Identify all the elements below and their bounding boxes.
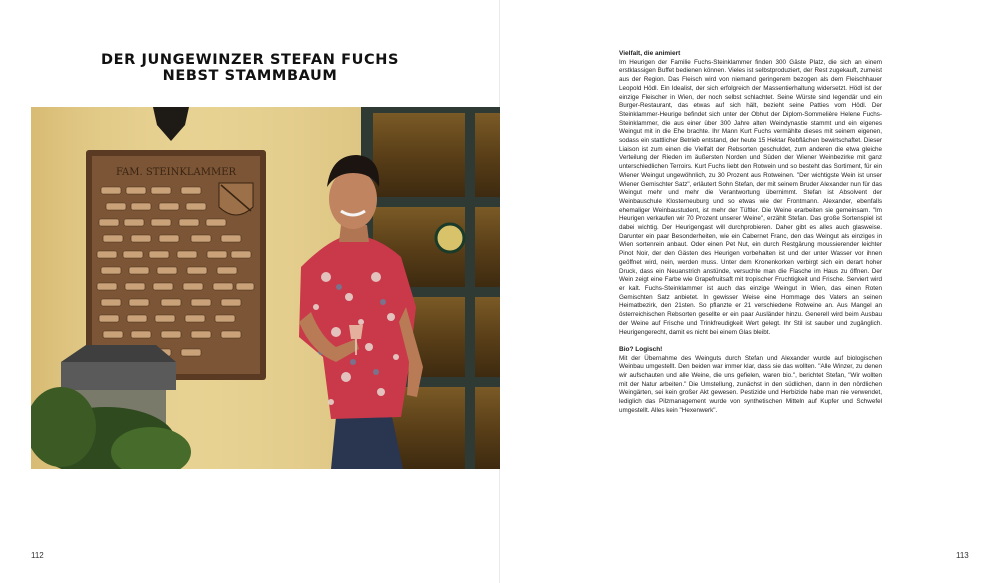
section-heading-bio: Bio? Logisch! [619, 345, 663, 353]
plaque-heading: FAM. STEINKLAMMER [115, 167, 237, 178]
page-title [80, 52, 420, 84]
article-text-column [619, 50, 882, 416]
page-number-right: 113 [956, 551, 969, 560]
title-line-1: DER JUNGEWINZER STEFAN FUCHS [100, 52, 399, 68]
section-body-vielfalt: Im Heurigen der Familie Fuchs-Steinklammer finden 300 Gäste Platz, die sich an einem erstklassigen Buffet bedienen können. Vieles ist selbstproduziert, der Rest zugekauft, zumeist aus der Region. Das Fleisch wird von niemand geringerem bezogen als dem Fleischhauer Leopold Hödl. Ein Idealist, der sich erfolgreich der Massentierhaltung widersetzt. Hödl ist der einzige Fleischer in Wien, der noch selbst schlachtet. Seine Würste sind legendär und ein Burger-Restaurant, das etwas auf sich hält, bezieht seine Patties vom Hödl. Der Steinklammer-Heurige befindet sich unter der Obhut der Diplom-Sommelière Helene Fuchs-Steinklammer, die aus einer über 300 Jahre alten Weindynastie stammt und ein eigenes Weingut mit in die Ehe brachte. Ihr Mann Kurt Fuchs vermählte dieses mit seinem eigenen, sodass ein stattlicher Betrieb entstand, der heute 15 Hektar Rebflächen bewirtschaftet. Dieser Liaison ist zum einen die Vielfalt der Rebsorten geschuldet, zum anderen die etwa gleiche Verteilung der Rieden im äußersten Norden und Süden der Wiener Weinbezirke mit ganz unterschiedlichen Terroirs. Kurt Fuchs liebt den Rotwein und so besteht das Sortiment, für ein Wiener Weingut ungewöhnlich, zu 30 Prozent aus Rotweinen. "Der wichtigste Wein ist unser Wiener Gemischter Satz", erläutert Sohn Stefan, der mit seinem Bruder Alexander nun für das Weingut mehr und mehr die Verantwortung übernimmt. Stefan ist Absolvent der Weinbauschule Klosterneuburg und so etwas wie der Frontmann. Alexander, ebenfalls ehemaliger Weinbaustudent, ist mehr der Tüftler. Die Weine erarbeiten sie gemeinsam. "Im Heurigen verkaufen wir 70 Prozent unserer Weine", erzählt Stefan. Das große Sortenspiel ist dabei wichtig. Der Heurigengast will durchprobieren. Daher gibt es alles auch glasweise. Darunter ein paar Besonderheiten, wie ein Cabernet Franc, den das Weingut als einziges in Wien sortenrein anbaut. Oder einen Pet Nut, ein durch Restgärung moussierender leichter Pinot Noir, der den Gästen des Heurigen vorbehalten ist und der unter Wasser vor ihnen geöffnet wird, nein, werden muss. Unter dem Kronenkorken verbirgt sich ein derart hoher Druck, dass ein Neuanstrich anstünde, versuchte man die Flasche im Haus zu öffnen. Der Wein zeigt eine Farbe wie Grapefruitsaft mit tropischer Fruchtigkeit und Frische. Serviert wird er kalt. Fuchs-Steinklammer ist auch das einzige Weingut in Wien, das einen Roten Gemischten Satz anbietet. In gewisser Weise eine Hommage des Vaters an seinen Heimatbezirk, den 21sten. So pflanzte er 21 verschiedene Rotweine an. Aus Mangel an österreichischen Rebsorten gesellte er ein paar Ausländer hinzu. Generell wird beim Ausbau der Weine auf Frische und Trinkfreudigkeit Wert gelegt. Ihr Stil ist sauber und zugänglich. Heurigengerecht, damit es nicht bei einem Glas bleibt. [619, 58, 882, 336]
paragraph-gap [619, 337, 882, 346]
title-line-2: NEBST STAMMBAUM [162, 68, 338, 84]
section-body-bio: Mit der Übernahme des Weinguts durch Stefan und Alexander wurde auf biologischen Weinbau umgestellt. Den beiden war immer klar, dass sie das wollten. "Alle Winzer, zu denen wir aufschauten und alle Weine, die uns gefielen, waren bio.", berichtet Stefan, "Wir wollten mit der Natur arbeiten." Die Umstellung, zunächst in den südlichen, dann in den nördlichen Weingärten, sei kein großer Akt gewesen. Pestizide und Herbizide habe man nie verwendet, lediglich das Pilzmanagement wurde von synthetischen Mitteln auf Kupfer und Schwefel umgestellt. Alles kein "Hexenwerk". [619, 354, 882, 414]
right-page [500, 0, 1000, 583]
section-heading-vielfalt: Vielfalt, die animiert [619, 50, 681, 57]
winemaker-photo [31, 107, 576, 469]
page-number-left: 112 [31, 551, 44, 560]
